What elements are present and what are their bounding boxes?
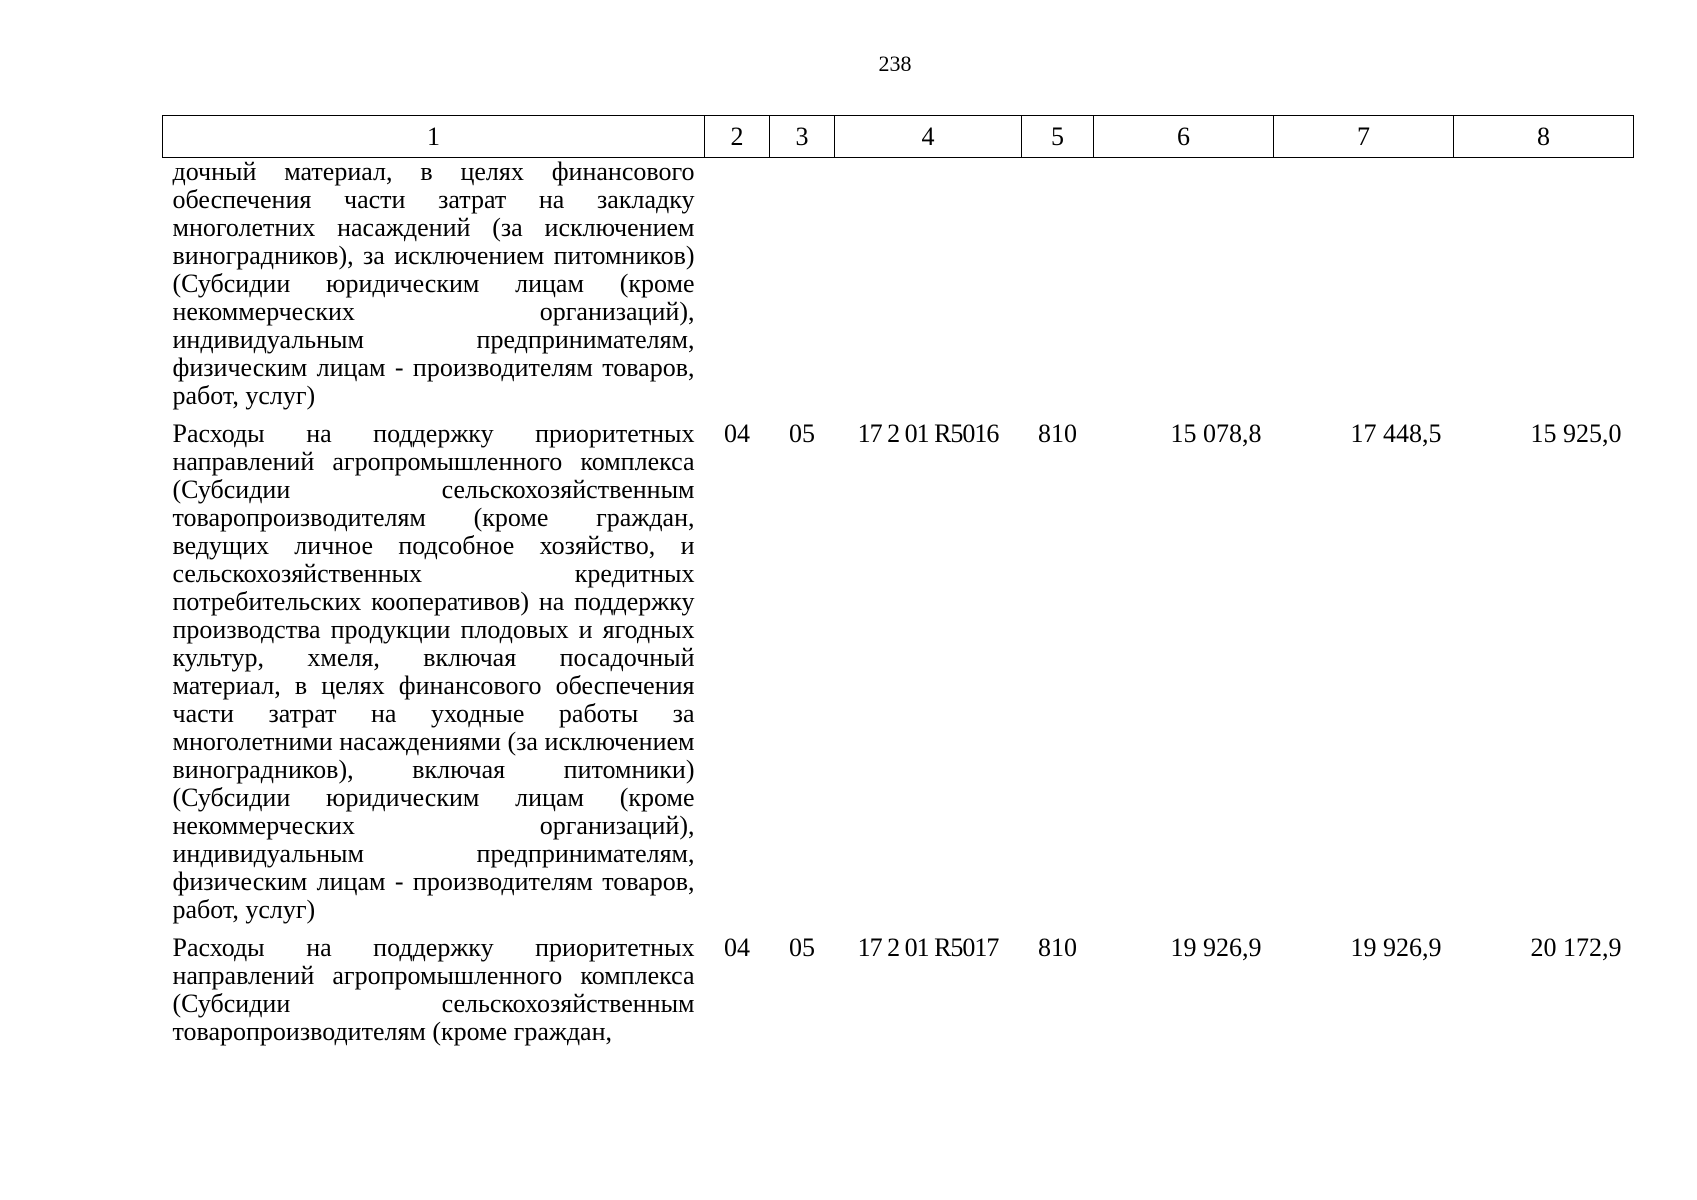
row-description: Расходы на поддержку приоритетных направлений агропромышленного комплекса (Субсидии сельскохозяйственным товаропроизводителям (кроме граждан,: [172, 933, 695, 1046]
row-description: дочный материал, в целях финансового обеспечения части затрат на закладку многолетних насаждений (за исключением виноградников), за исключением питомников) (Субсидии юридическим лицам (кроме некоммерческих организаций), индивидуальным предпринимателям, физическим лицам - производителям товаров, работ, услуг): [172, 157, 695, 410]
row-amount-col8: [1454, 158, 1634, 411]
table-row: [163, 924, 1634, 1046]
row-amount-col8: 20 172,9: [1530, 933, 1622, 962]
row-amount-col7: 19 926,9: [1350, 933, 1442, 962]
row-expense-type-code: 810: [1038, 933, 1077, 962]
row-amount-col6: [1094, 158, 1274, 411]
column-header-5: 5: [1022, 116, 1094, 158]
row-amount-col7: 17 448,5: [1350, 419, 1442, 448]
column-header-6: 6: [1094, 116, 1274, 158]
row-subsection-code: [770, 158, 835, 411]
row-amount-col6: 19 926,9: [1170, 933, 1262, 962]
column-header-7: 7: [1274, 116, 1454, 158]
row-amount-col7: [1274, 158, 1454, 411]
row-section-code: 04: [724, 419, 750, 448]
page-number: 238: [878, 51, 912, 76]
row-amount-col8: 15 925,0: [1530, 419, 1622, 448]
table-header: [163, 116, 1634, 158]
row-amount-col6: 15 078,8: [1170, 419, 1262, 448]
row-section-code: [705, 158, 770, 411]
row-expense-type-code: [1022, 158, 1094, 411]
row-section-code: 04: [724, 933, 750, 962]
column-header-1: 1: [163, 116, 705, 158]
row-target-article-code: 17 2 01 R5017: [857, 933, 999, 962]
column-header-3: 3: [770, 116, 835, 158]
table-row: [163, 410, 1634, 924]
row-subsection-code: 05: [789, 419, 815, 448]
column-header-4: 4: [835, 116, 1022, 158]
row-expense-type-code: 810: [1038, 419, 1077, 448]
row-target-article-code: [835, 158, 1022, 411]
table-body: [163, 158, 1634, 1047]
row-description: Расходы на поддержку приоритетных направлений агропромышленного комплекса (Субсидии сельскохозяйственным товаропроизводителям (кроме граждан, ведущих личное подсобное хозяйство, и сельскохозяйственных кредитных потребительских кооперативов) на поддержку производства продукции плодовых и ягодных культур, хмеля, включая посадочный материал, в целях финансового обеспечения части затрат на уходные работы за многолетними насаждениями (за исключением виноградников), включая питомники) (Субсидии юридическим лицам (кроме некоммерческих организаций), индивидуальным предпринимателям, физическим лицам - производителям товаров, работ, услуг): [172, 419, 695, 924]
column-header-8: 8: [1454, 116, 1634, 158]
table-row: [163, 158, 1634, 411]
row-target-article-code: 17 2 01 R5016: [857, 419, 999, 448]
budget-table: [162, 115, 1634, 1046]
header-row: [163, 116, 1634, 158]
column-header-2: 2: [705, 116, 770, 158]
row-subsection-code: 05: [789, 933, 815, 962]
